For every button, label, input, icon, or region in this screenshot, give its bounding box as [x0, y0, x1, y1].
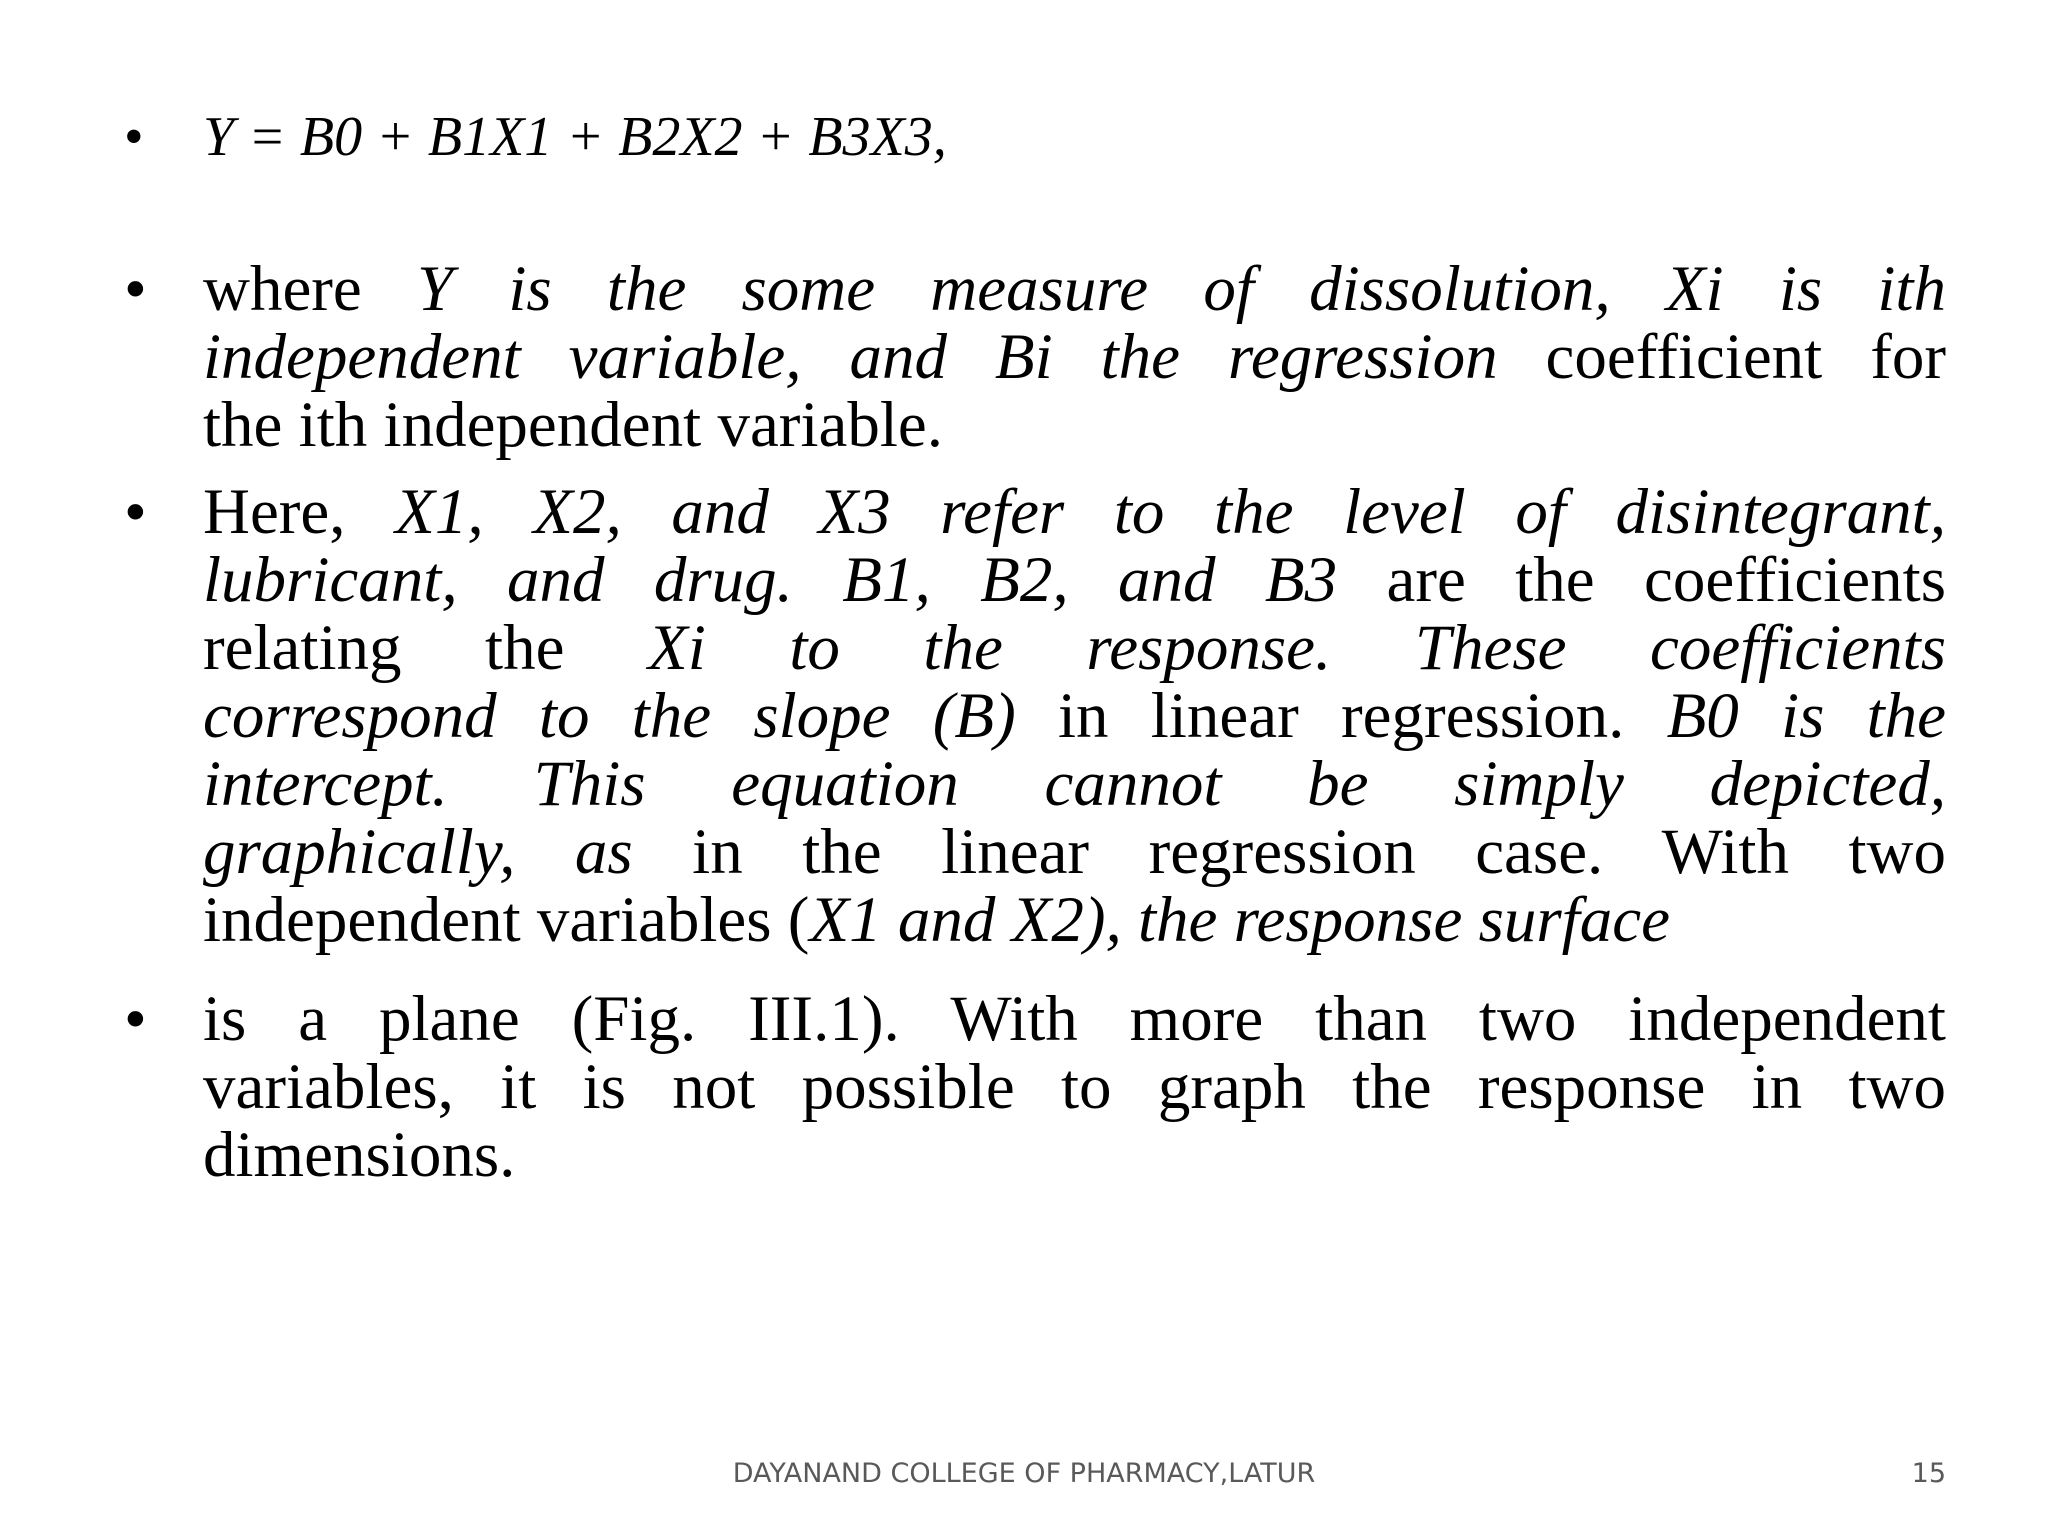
- text-run: in the linear regression case. With two: [632, 816, 1946, 888]
- text-run: coefficient for: [1497, 321, 1946, 393]
- italic-text-run: independent variable, and Bi the regression: [203, 321, 1498, 393]
- italic-text-run: B0 is the: [1666, 680, 1946, 752]
- text-line: [203, 818, 1946, 886]
- text-run: are the coefficients: [1337, 544, 1946, 616]
- bullet-icon: •: [124, 983, 147, 1055]
- italic-text-run: Y is the some measure of dissolution, Xi is ith: [417, 253, 1946, 325]
- text-run: the ith independent variable.: [203, 389, 944, 461]
- bullet-text: [203, 255, 1946, 459]
- text-run: Here,: [203, 476, 396, 548]
- bullet-text: [203, 103, 1946, 171]
- bullet-text: [203, 985, 1946, 1189]
- text-line: [203, 1121, 1946, 1189]
- bullet-icon: •: [124, 106, 144, 168]
- text-line: [203, 682, 1946, 750]
- text-run: dimensions.: [203, 1119, 516, 1191]
- italic-text-run: Y = B0 + B1X1 + B2X2 + B3X3,: [203, 106, 947, 168]
- text-line: [203, 985, 1946, 1053]
- text-line: [203, 255, 1946, 323]
- italic-text-run: X1 and X2), the response surface: [809, 884, 1670, 956]
- text-line: [203, 103, 1946, 171]
- bullet-icon: •: [124, 253, 147, 325]
- bullet-text: [203, 478, 1946, 954]
- text-run: is a plane (Fig. III.1). With more than two independent: [203, 983, 1946, 1055]
- text-run: where: [203, 253, 417, 325]
- italic-text-run: lubricant, and drug. B1, B2, and B3: [203, 544, 1338, 616]
- italic-text-run: Xi to the response. These coefficients: [648, 612, 1946, 684]
- page-number: 15: [1911, 1458, 1946, 1489]
- text-run: relating the: [203, 612, 649, 684]
- text-line: [203, 323, 1946, 391]
- text-line: [203, 750, 1946, 818]
- bullet-icon: •: [124, 476, 147, 548]
- text-line: [203, 391, 1946, 459]
- text-line: [203, 614, 1946, 682]
- text-line: [203, 546, 1946, 614]
- footer-text: DAYANAND COLLEGE OF PHARMACY,LATUR: [732, 1458, 1316, 1489]
- text-line: [203, 1053, 1946, 1121]
- text-run: independent variables (: [203, 884, 810, 956]
- text-run: variables, it is not possible to graph the response in two: [203, 1051, 1946, 1123]
- italic-text-run: intercept. This equation cannot be simply depicted,: [203, 748, 1946, 820]
- text-line: [203, 886, 1946, 954]
- text-line: [203, 478, 1946, 546]
- italic-text-run: X1, X2, and X3 refer to the level of disintegrant,: [395, 476, 1946, 548]
- italic-text-run: correspond to the slope (B): [203, 680, 1016, 752]
- italic-text-run: graphically, as: [203, 816, 633, 888]
- text-run: in linear regression.: [1015, 680, 1667, 752]
